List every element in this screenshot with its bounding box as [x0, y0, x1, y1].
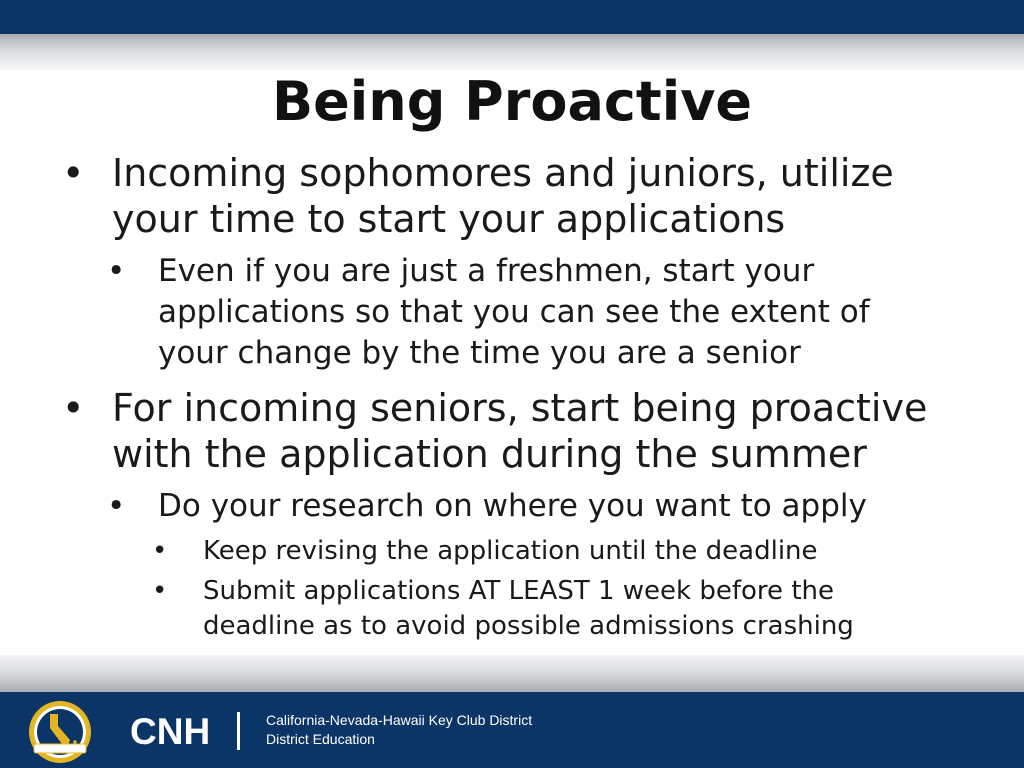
footer-line-2: District Education: [266, 731, 375, 747]
bullet-icon: •: [107, 488, 126, 524]
bullet-icon: •: [152, 536, 168, 566]
bullet-item-level-3: [152, 574, 982, 644]
bullet-icon: •: [152, 576, 168, 606]
footer-divider: [237, 712, 240, 750]
bullet-line: your change by the time you are a senior: [158, 335, 801, 371]
bullet-item-level-3: [152, 534, 982, 569]
footer-line-1: California-Nevada-Hawaii Key Club District: [266, 712, 533, 728]
bullet-item-level-1: [62, 150, 962, 242]
bullet-line: with the application during the summer: [112, 432, 867, 476]
bullet-line: Submit applications AT LEAST 1 week before the: [203, 576, 834, 606]
footer-brand: CNH: [130, 711, 211, 752]
bullet-icon: •: [62, 151, 85, 195]
bullet-line: Keep revising the application until the deadline: [203, 536, 818, 566]
top-gradient-band: [0, 34, 1024, 70]
bullet-item-level-2: [107, 251, 977, 374]
bullet-icon: •: [107, 253, 126, 289]
bullet-line: Incoming sophomores and juniors, utilize: [112, 151, 894, 195]
bullet-line: Even if you are just a freshmen, start your: [158, 253, 815, 289]
bullet-line: your time to start your applications: [112, 197, 786, 241]
footer-organization: [266, 711, 532, 749]
bullet-line: deadline as to avoid possible admissions crashing: [203, 611, 854, 641]
top-banner: [0, 0, 1024, 34]
bullet-line: applications so that you can see the extent of: [158, 294, 870, 330]
bottom-gradient-band: [0, 655, 1024, 692]
bullet-icon: •: [62, 386, 85, 430]
bullet-line: Do your research on where you want to apply: [158, 488, 867, 524]
key-club-logo-icon: [28, 700, 92, 764]
bullet-item-level-1: [62, 385, 962, 477]
bullet-item-level-2: [107, 486, 977, 527]
slide-title: Being Proactive: [271, 70, 753, 133]
bullet-line: For incoming seniors, start being proactive: [112, 386, 928, 430]
